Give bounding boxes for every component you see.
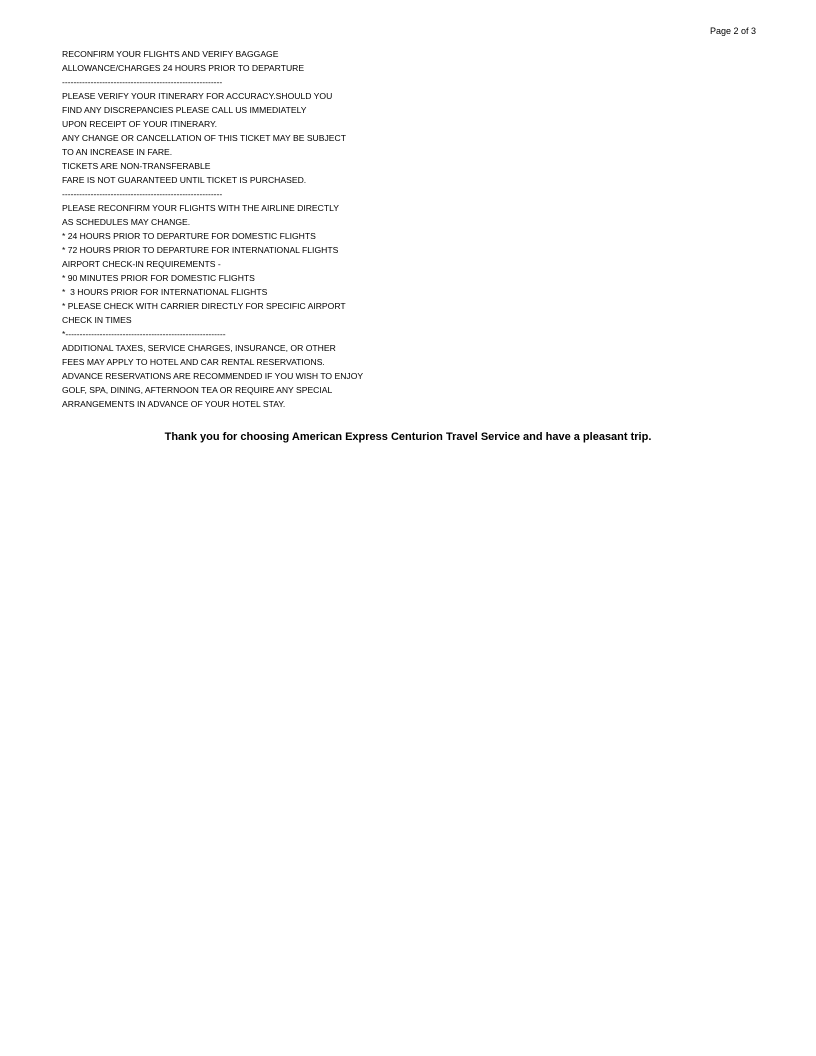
itinerary-remarks xyxy=(62,47,482,411)
remark-line: ADVANCE RESERVATIONS ARE RECOMMENDED IF YOU WISH TO ENJOY xyxy=(62,371,364,381)
remark-line: GOLF, SPA, DINING, AFTERNOON TEA OR REQUIRE ANY SPECIAL xyxy=(62,385,333,395)
remark-line: ANY CHANGE OR CANCELLATION OF THIS TICKET MAY BE SUBJECT xyxy=(62,133,346,143)
remark-line: FEES MAY APPLY TO HOTEL AND CAR RENTAL RESERVATIONS. xyxy=(62,357,325,367)
remark-line: * 90 MINUTES PRIOR FOR DOMESTIC FLIGHTS xyxy=(62,273,255,283)
remark-line: * 72 HOURS PRIOR TO DEPARTURE FOR INTERNATIONAL FLIGHTS xyxy=(62,245,339,255)
remark-line: * PLEASE CHECK WITH CARRIER DIRECTLY FOR SPECIFIC AIRPORT xyxy=(62,301,346,311)
remark-line: UPON RECEIPT OF YOUR ITINERARY. xyxy=(62,119,218,129)
remark-line: PLEASE RECONFIRM YOUR FLIGHTS WITH THE AIRLINE DIRECTLY xyxy=(62,203,339,213)
remark-line: AS SCHEDULES MAY CHANGE. xyxy=(62,217,191,227)
remark-line: ADDITIONAL TAXES, SERVICE CHARGES, INSURANCE, OR OTHER xyxy=(62,343,336,353)
remark-line: FIND ANY DISCREPANCIES PLEASE CALL US IMMEDIATELY xyxy=(62,105,307,115)
remark-line: AIRPORT CHECK-IN REQUIREMENTS - xyxy=(62,259,221,269)
remark-line: TICKETS ARE NON-TRANSFERABLE xyxy=(62,161,211,171)
remark-line: ALLOWANCE/CHARGES 24 HOURS PRIOR TO DEPARTURE xyxy=(62,63,305,73)
remark-line: * 3 HOURS PRIOR FOR INTERNATIONAL FLIGHTS xyxy=(62,287,268,297)
remark-line: FARE IS NOT GUARANTEED UNTIL TICKET IS PURCHASED. xyxy=(62,175,307,185)
remark-line: RECONFIRM YOUR FLIGHTS AND VERIFY BAGGAGE xyxy=(62,49,279,59)
closing-message: Thank you for choosing American Express Centurion Travel Service and have a pleasant trip. xyxy=(164,431,652,443)
remark-line: PLEASE VERIFY YOUR ITINERARY FOR ACCURACY.SHOULD YOU xyxy=(62,91,333,101)
remark-line: ARRANGEMENTS IN ADVANCE OF YOUR HOTEL STAY. xyxy=(62,399,286,409)
page-number: Page 2 of 3 xyxy=(709,26,756,36)
remark-divider: *-------------------------------------------------------- xyxy=(62,329,226,339)
remark-line: CHECK IN TIMES xyxy=(62,315,132,325)
remark-line: TO AN INCREASE IN FARE. xyxy=(62,147,173,157)
remark-divider: -------------------------------------------------------- xyxy=(62,77,223,87)
remark-line: * 24 HOURS PRIOR TO DEPARTURE FOR DOMESTIC FLIGHTS xyxy=(62,231,316,241)
remark-divider: -------------------------------------------------------- xyxy=(62,189,223,199)
